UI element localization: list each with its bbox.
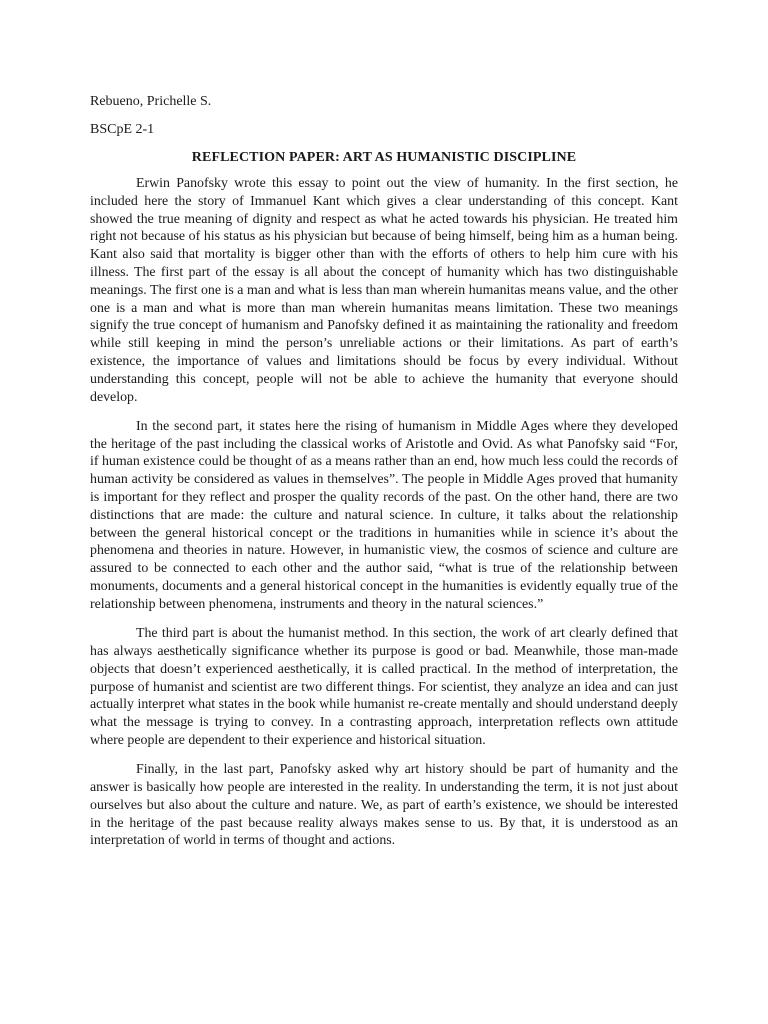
- paragraph-1: Erwin Panofsky wrote this essay to point out the view of humanity. In the first section, he included here the story of Immanuel Kant which gives a clear understanding of this concept. Kant showed the true meaning of dignity and respect as what he acted towards his physician. He treated him right not because of his status as his physician but because of being himself, being him as a human being. Kant also said that mortality is bigger other than with the efforts of others to help him cure with his illness. The first part of the essay is all about the concept of humanity which has two distinguishable meanings. The first one is a man and what is less than man wherein humanitas means value, and the other one is a man and what is more than man wherein humanitas means limitation. These two meanings signify the true concept of humanism and Panofsky defined it as maintaining the rationality and freedom while still keeping in mind the person’s unreliable actions or their limitations. As part of earth’s existence, the importance of values and limitations should be focus by every individual. Without understanding this concept, people will not be able to achieve the humanity that everyone should develop.: [90, 176, 678, 405]
- course-section: BSCpE 2-1: [90, 122, 155, 137]
- paper-body: [90, 175, 678, 862]
- paragraph-3: The third part is about the humanist method. In this section, the work of art clearly defined that has always aesthetically significance whether its purpose is good or bad. Meanwhile, those man-made objects that doesn’t experienced aesthetically, it is called practical. In the method of interpretation, the purpose of humanist and scientist are two different things. For scientist, they analyze an idea and can just actually interpret what states in the book while humanist re-create mentally and should understand deeply what the message is trying to convey. In a contrasting approach, interpretation reflects own attitude where people are dependent to their experience and historical situation.: [90, 626, 678, 748]
- paper-title: REFLECTION PAPER: ART AS HUMANISTIC DISCIPLINE: [191, 150, 577, 165]
- paragraph-2: In the second part, it states here the rising of humanism in Middle Ages where they developed the heritage of the past including the classical works of Aristotle and Ovid. As what Panofsky said “For, if human existence could be thought of as a means rather than an end, how much less could the records of human activity be considered as values in themselves”. The people in Middle Ages proved that humanity is important for they reflect and prosper the quality records of the past. On the other hand, there are two distinctions that are made: the culture and natural science. In culture, it talks about the relationship between the general historical concept or the traditions in humanities while in science it’s about the phenomena and theories in nature. However, in humanistic view, the cosmos of science and culture are assured to be connected to each other and the author said, “what is true of the relationship between monuments, documents and a general historical concept in the humanities is evidently equally true of the relationship between phenomena, instruments and theory in the natural sciences.”: [90, 418, 678, 612]
- paragraph-4: Finally, in the last part, Panofsky asked why art history should be part of humanity and the answer is basically how people are interested in the reality. In understanding the term, it is not just about ourselves but also about the culture and nature. We, as part of earth’s existence, we should be interested in the heritage of the past because reality always makes sense to us. By that, it is understood as an interpretation of world in terms of thought and actions.: [90, 762, 678, 849]
- author-name: Rebueno, Prichelle S.: [90, 94, 212, 109]
